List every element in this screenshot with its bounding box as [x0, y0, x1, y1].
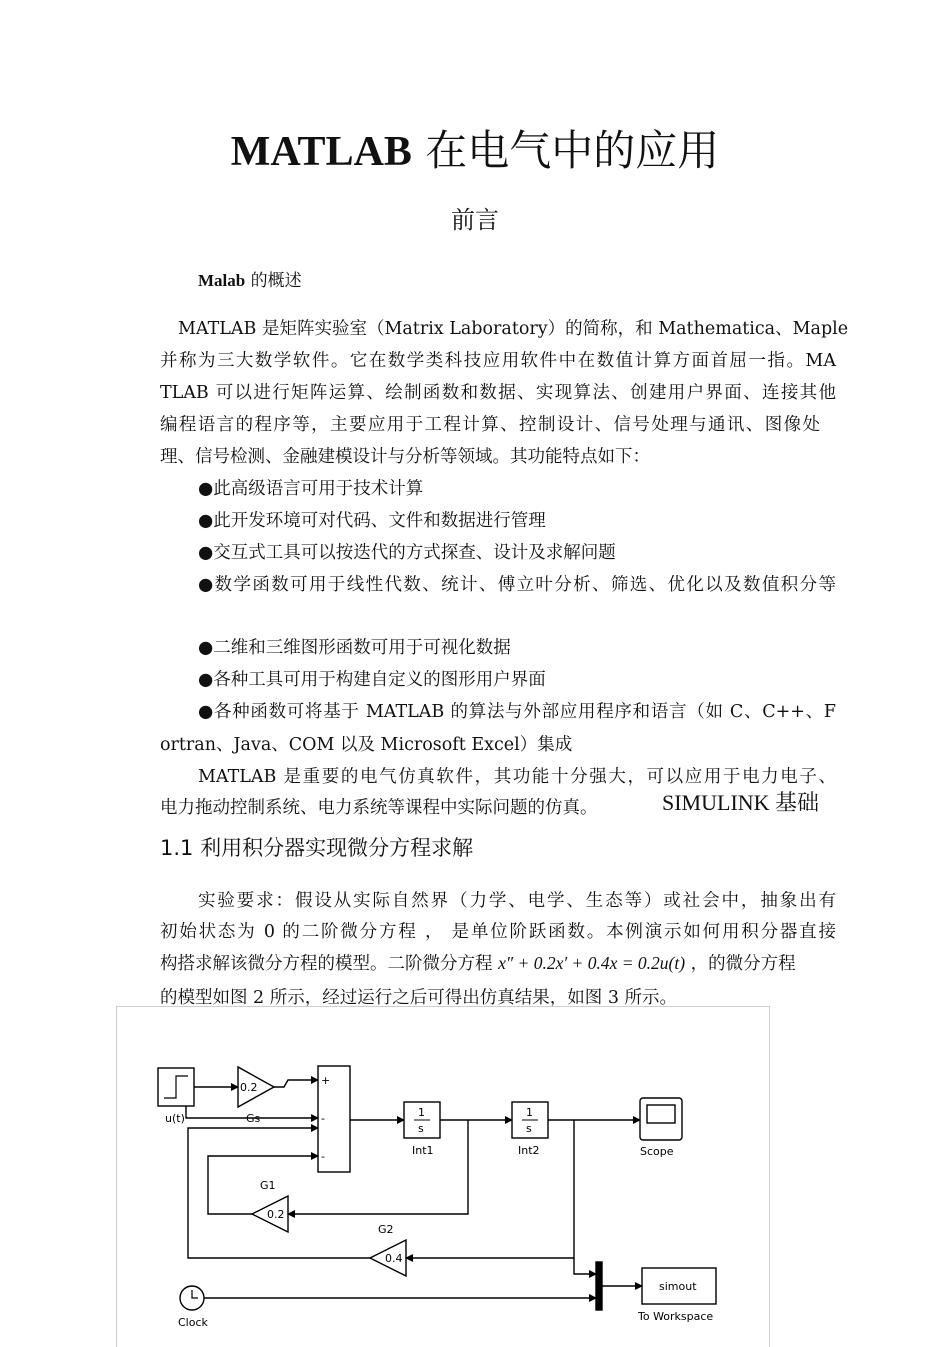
g1-gain-value: 0.2	[267, 1208, 285, 1221]
sum-sign-2: -	[321, 1112, 325, 1125]
int2-num: 1	[526, 1106, 533, 1119]
step-label: u(t)	[165, 1112, 185, 1125]
intro-line-1: MATLAB 是矩阵实验室（Matrix Laboratory）的简称，和 Mathematica、Maple	[178, 319, 849, 339]
gs-gain-value: 0.2	[240, 1081, 258, 1094]
bullet-6: ●各种工具可用于构建自定义的图形用户界面	[198, 670, 546, 690]
mux-block[interactable]	[596, 1262, 602, 1310]
sum-sign-1: +	[321, 1074, 331, 1087]
intro-line-2: 并称为三大数学软件。它在数学类科技应用软件中在数值计算方面首屈一指。MA	[160, 351, 836, 371]
overview-heading: Malab 的概述	[198, 271, 302, 291]
int2-label: Int2	[518, 1144, 540, 1157]
bullet-1: ●此高级语言可用于技术计算	[198, 479, 424, 499]
exp-line-3: 构搭求解该微分方程的模型。二阶微分方程 x″ + 0.2x′ + 0.4x = 0.2u(t) ，的微分方程	[160, 953, 796, 974]
intro-line-3: TLAB 可以进行矩阵运算、绘制函数和数据、实现算法、创建用户界面、连接其他	[160, 383, 836, 403]
sum-sign-3: -	[321, 1150, 325, 1163]
exp-line-1: 实验要求：假设从实际自然界（力学、电学、生态等）或社会中，抽象出有	[198, 891, 836, 911]
int1-num: 1	[418, 1106, 425, 1119]
bullet-3: ●交互式工具可以按迭代的方式探查、设计及求解问题	[198, 543, 616, 563]
g2-gain-value: 0.4	[385, 1252, 403, 1265]
bullet-4: ●数学函数可用于线性代数、统计、傅立叶分析、筛选、优化以及数值积分等	[198, 575, 836, 595]
int1-label: Int1	[412, 1144, 434, 1157]
intro-line-5: 理、信号检测、金融建模设计与分析等领域。其功能特点如下：	[160, 447, 650, 467]
simout-text: simout	[659, 1280, 697, 1293]
bullet-7-cont: ortran、Java、COM 以及 Microsoft Excel）集成	[160, 735, 573, 755]
gs-label: Gs	[246, 1112, 261, 1125]
simulink-heading: SIMULINK 基础	[662, 790, 820, 815]
para2-line-2: 电力拖动控制系统、电力系统等课程中实际问题的仿真。	[160, 798, 598, 818]
bullet-5: ●二维和三维图形函数可用于可视化数据	[198, 638, 511, 658]
page-title: MATLAB 在电气中的应用	[230, 126, 720, 175]
intro-line-4: 编程语言的程序等，主要应用于工程计算、控制设计、信号处理与通讯、图像处	[160, 415, 820, 435]
exp-line-4: 的模型如图 2 所示，经过运行之后可得出仿真结果，如图 3 所示。	[160, 988, 678, 1008]
equation: x″ + 0.2x′ + 0.4x = 0.2u(t)	[498, 953, 686, 973]
int1-den: s	[418, 1122, 424, 1135]
preface-heading: 前言	[451, 206, 499, 234]
int2-den: s	[526, 1122, 532, 1135]
to-workspace-label: To Workspace	[638, 1310, 714, 1323]
bullet-2: ●此开发环境可对代码、文件和数据进行管理	[198, 511, 546, 531]
bullet-7: ●各种函数可将基于 MATLAB 的算法与外部应用程序和语言（如 C、C++、F	[198, 702, 836, 722]
simulink-diagram	[116, 1006, 768, 1344]
section-1-1-heading: 1.1 利用积分器实现微分方程求解	[160, 836, 474, 860]
g1-label: G1	[260, 1179, 276, 1192]
exp-line-2: 初始状态为 0 的二阶微分方程 ， 是单位阶跃函数。本例演示如何用积分器直接	[160, 922, 836, 942]
scope-label: Scope	[640, 1145, 674, 1158]
clock-label: Clock	[178, 1316, 208, 1329]
para2-line-1: MATLAB 是重要的电气仿真软件，其功能十分强大，可以应用于电力电子、	[198, 767, 836, 787]
g2-label: G2	[378, 1223, 394, 1236]
